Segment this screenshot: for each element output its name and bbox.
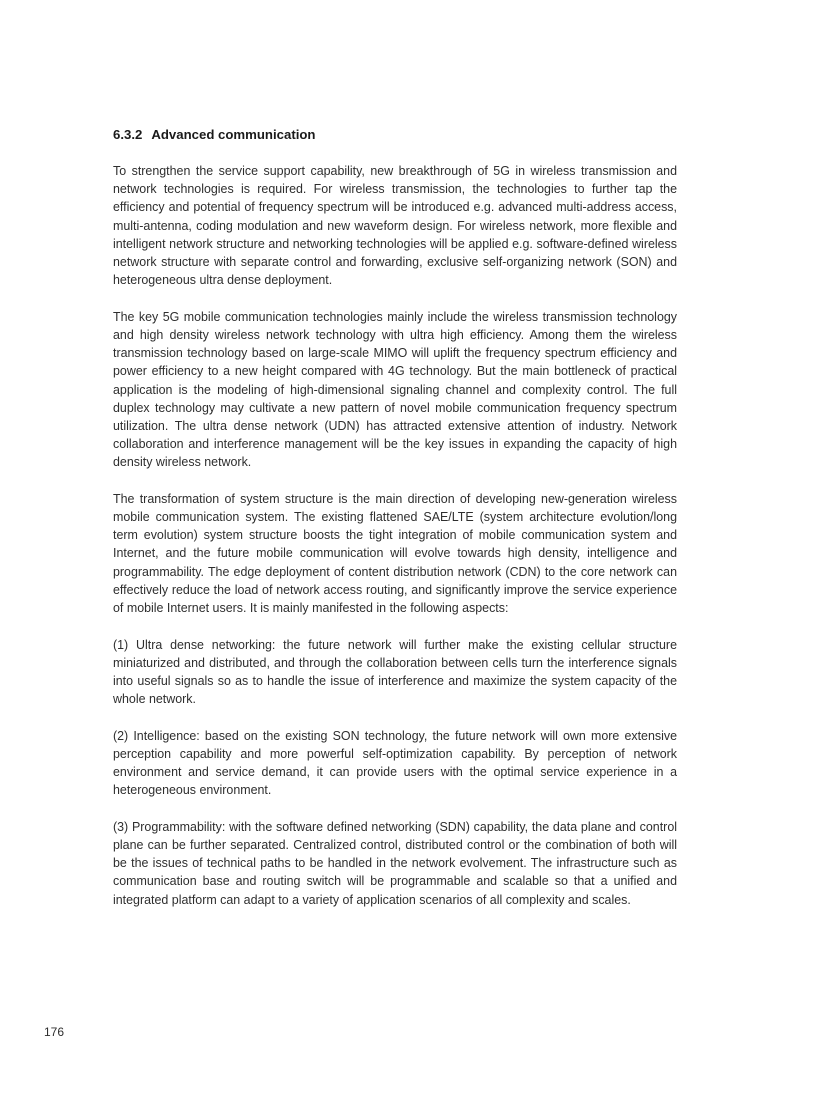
paragraph-system-structure: The transformation of system structure is the main direction of developing new-generation wireless mobile communication system. The existing flattened SAE/LTE (system architecture evolution/long term evolution) system structure boosts the tight integration of mobile communication system and Internet, and the future mobile communication will evolve towards high density, intelligence and programmability. The edge deployment of content distribution network (CDN) to the core network can effectively reduce the load of network access routing, and significantly improve the service experience of mobile Internet users. It is mainly manifested in the following aspects: (113, 491, 677, 616)
paragraph-programmability: (3) Programmability: with the software defined networking (SDN) capability, the data plane and control plane can be further separated. Centralized control, distributed control or the combination of both will be the issues of technical paths to be handled in the network evolvement. The infrastructure such as communication base and routing switch will be programmable and scalable so that a unified and integrated platform can adapt to a variety of application scenarios of all complexity and scales. (113, 819, 677, 907)
paragraph-intro: To strengthen the service support capability, new breakthrough of 5G in wireless transmission and network technologies is required. For wireless transmission, the technologies to further tap the efficiency and potential of frequency spectrum will be introduced e.g. advanced multi-address access, multi-antenna, coding modulation and new waveform design. For wireless network, more flexible and intelligent network structure and networking technologies will be applied e.g. software-defined wireless network structure with separate control and forwarding, exclusive self-organizing network (SON) and heterogeneous ultra dense deployment. (113, 164, 677, 288)
page-number: 176 (44, 1025, 65, 1039)
section-title: Advanced communication (151, 127, 316, 142)
section-heading (113, 126, 678, 143)
paragraph-intelligence: (2) Intelligence: based on the existing SON technology, the future network will own more extensive perception capability and more powerful self-optimization capability. By perception of network environment and service demand, it can provide users with the optimal service experience in a heterogeneous environment. (113, 728, 677, 798)
paragraph-key-technologies: The key 5G mobile communication technologies mainly include the wireless transmission technology and high density wireless network technology with ultra high efficiency. Among them the wireless transmission technology based on large-scale MIMO will uplift the frequency spectrum efficiency and power efficiency to a new height compared with 4G technology. But the main bottleneck of practical application is the modeling of high-dimensional signaling channel and complexity control. The full duplex technology may cultivate a new pattern of novel mobile communication frequency spectrum utilization. The ultra dense network (UDN) has attracted extensive attention of industry. Network collaboration and interference management will be the key issues in expanding the capacity of high density wireless network. (113, 309, 677, 470)
body-text (113, 162, 677, 927)
paragraph-ultra-dense-networking: (1) Ultra dense networking: the future network will further make the existing cellular structure miniaturized and distributed, and through the collaboration between cells turn the interference signals into useful signals so as to handle the issue of interference and maximize the system capacity of the whole network. (113, 637, 677, 707)
section-number: 6.3.2 (113, 127, 143, 142)
